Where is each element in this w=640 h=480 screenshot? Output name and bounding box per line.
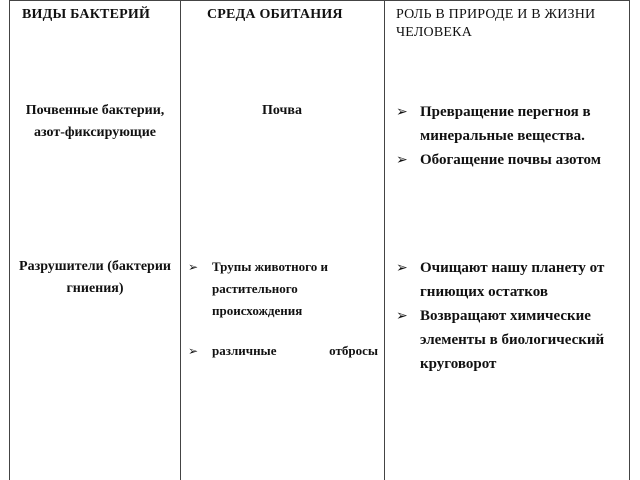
habitat-text-right: отбросы xyxy=(329,343,378,358)
column-divider-1 xyxy=(180,0,181,480)
list-item xyxy=(396,256,626,304)
habitat-text: Трупы животного и растительного происхождения xyxy=(212,259,328,318)
role-text: Возвращают химические элементы в биологический круговорот xyxy=(420,308,605,372)
row1-habitat: Почва xyxy=(262,103,302,118)
arrowhead-check-bullet-icon: ➢ xyxy=(396,260,408,276)
habitat-text-spread xyxy=(212,340,378,362)
table-right-border xyxy=(629,0,630,480)
arrowhead-check-bullet-icon: ➢ xyxy=(396,308,408,324)
arrowhead-check-bullet-icon: ➢ xyxy=(188,344,199,358)
arrowhead-check-bullet-icon: ➢ xyxy=(396,104,408,120)
habitat-text-left: различные xyxy=(212,343,277,358)
arrowhead-check-bullet-icon: ➢ xyxy=(396,152,408,168)
list-item xyxy=(396,304,626,376)
table-left-border xyxy=(9,0,10,480)
list-item xyxy=(188,340,380,362)
header-role: РОЛЬ В ПРИРОДЕ И В ЖИЗНИ ЧЕЛОВЕКА xyxy=(396,7,596,40)
role-text: Превращение перегноя в минеральные вещества. xyxy=(420,104,591,144)
table-top-border xyxy=(9,0,630,1)
row2-bacteria-type: Разрушители (бактерии гниения) xyxy=(19,259,171,296)
row1-roles-list xyxy=(396,100,626,172)
list-item xyxy=(188,256,380,322)
list-item xyxy=(396,148,626,172)
row2-habitat-list xyxy=(188,256,380,362)
header-habitat: СРЕДА ОБИТАНИЯ xyxy=(207,7,343,22)
role-text: Очищают нашу планету от гниющих остатков xyxy=(420,260,605,300)
header-bacteria-types: ВИДЫ БАКТЕРИЙ xyxy=(22,7,151,22)
row2-roles-list xyxy=(396,256,626,376)
column-divider-2 xyxy=(384,0,385,480)
row1-bacteria-type: Почвенные бактерии, азот-фиксирующие xyxy=(25,103,165,140)
list-item xyxy=(396,100,626,148)
role-text: Обогащение почвы азотом xyxy=(420,152,601,168)
arrowhead-check-bullet-icon: ➢ xyxy=(188,260,199,274)
